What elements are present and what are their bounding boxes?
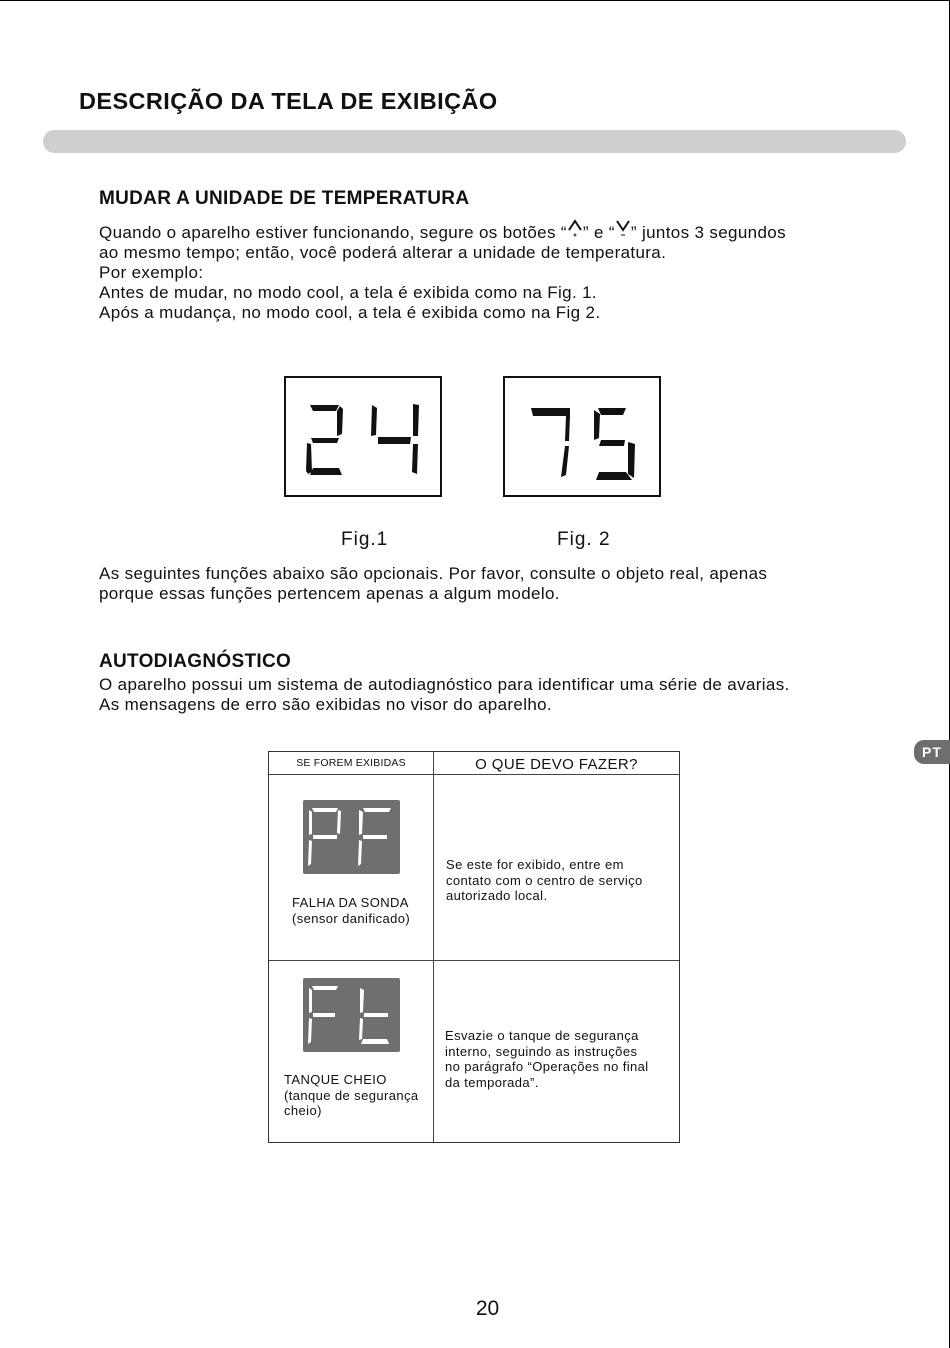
error-display-pf (303, 800, 400, 879)
units-line-2: ao mesmo tempo; então, você poderá alterar a unidade de temperatura. (99, 243, 667, 262)
error-ft-action-line-4: da temporada”. (445, 1074, 539, 1090)
lcd-digits-24 (286, 378, 444, 499)
units-line-4: Antes de mudar, no modo cool, a tela é exibida como na Fig. 1. (99, 283, 597, 302)
lcd-code-ft (303, 978, 400, 1052)
error-pf-action-line-1: Se este for exibido, entre em (446, 857, 624, 872)
page-border-top (0, 0, 950, 1)
section-diagnosis-text (99, 675, 889, 715)
error-pf-name: FALHA DA SONDA (292, 895, 409, 910)
page-number: 20 (475, 1297, 500, 1320)
error-pf-action-line-2: contato com o centro de serviço (446, 872, 643, 888)
error-pf-detail: (sensor danificado) (292, 910, 411, 926)
table-header-divider (269, 774, 679, 775)
units-line-3: Por exemplo: (99, 263, 204, 282)
section-heading-units: MUDAR A UNIDADE DE TEMPERATURA (99, 188, 470, 209)
section-units-text (99, 218, 889, 323)
error-ft-action (445, 1028, 649, 1090)
units-line-1: Quando o aparelho estiver funcionando, segure os botões “ ” e “ ” juntos 3 segundos (99, 218, 889, 243)
table-column-divider (433, 752, 434, 1142)
error-code-table (268, 751, 680, 1143)
title-underline-bar (43, 130, 906, 153)
section-heading-diagnosis: AUTODIAGNÓSTICO (99, 651, 292, 672)
error-ft-detail-1: (tanque de segurança (284, 1087, 419, 1103)
error-ft-action-line-2: interno, seguindo as instruções (445, 1043, 638, 1059)
up-chevron-plus-icon (567, 218, 583, 243)
diag-line-1: O aparelho possui um sistema de autodiagnóstico para identificar uma série de avarias. (99, 675, 790, 694)
table-row-divider (269, 960, 679, 961)
figure-1-caption: Fig.1 (341, 529, 389, 550)
table-header-what-to-do: O QUE DEVO FAZER? (475, 756, 638, 773)
optional-note-line-1: As seguintes funções abaixo são opcionais. Por favor, consulte o objeto real, apenas (99, 564, 768, 583)
error-ft-action-line-3: no parágrafo “Operações no final (445, 1059, 649, 1074)
down-chevron-minus-icon (615, 218, 631, 243)
optional-note-line-2: porque essas funções pertencem apenas a algum modelo. (99, 584, 560, 603)
lcd-figure-1 (284, 376, 442, 497)
lcd-code-pf (303, 800, 400, 874)
error-pf-action (446, 857, 643, 904)
lcd-digits-75 (505, 378, 663, 499)
page-title: DESCRIÇÃO DA TELA DE EXIBIÇÃO (79, 88, 498, 114)
error-ft-detail-2: cheio) (284, 1103, 322, 1118)
language-tab-pt: PT (914, 740, 950, 764)
lcd-figure-2 (503, 376, 661, 497)
error-pf-action-line-3: autorizado local. (446, 888, 548, 903)
optional-note (99, 564, 889, 604)
error-display-ft (303, 978, 400, 1057)
figure-2-caption: Fig. 2 (557, 529, 611, 550)
error-pf-description (292, 895, 410, 926)
units-line-5: Após a mudança, no modo cool, a tela é exibida como na Fig 2. (99, 303, 601, 322)
error-ft-description (284, 1072, 418, 1119)
error-ft-name: TANQUE CHEIO (284, 1072, 387, 1087)
diag-line-2: As mensagens de erro são exibidas no visor do aparelho. (99, 695, 553, 714)
error-ft-action-line-1: Esvazie o tanque de segurança (445, 1028, 639, 1043)
table-header-displayed: SE FOREM EXIBIDAS (296, 757, 406, 769)
